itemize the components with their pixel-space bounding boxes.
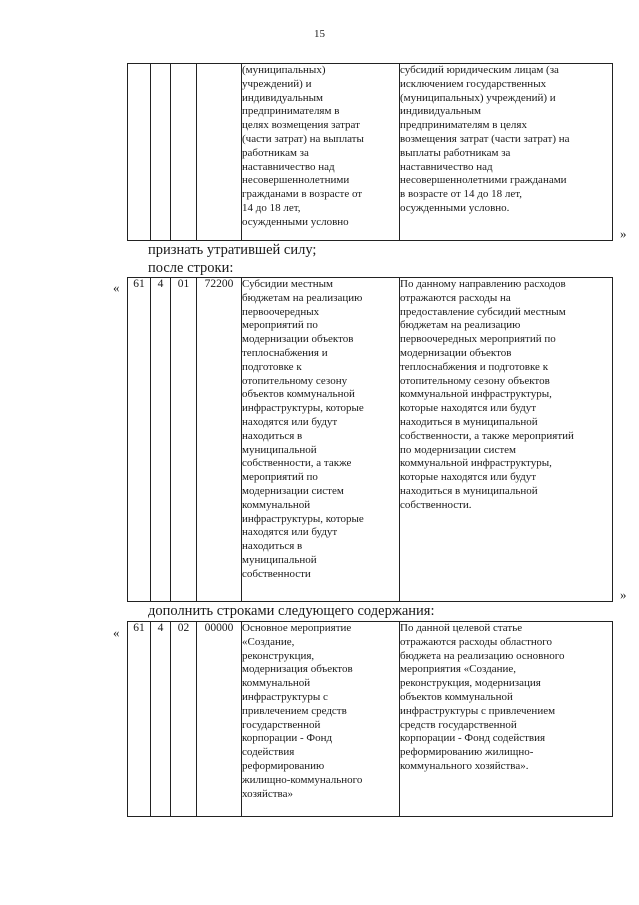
code-col-4: 72200 — [197, 278, 242, 602]
code-col-2: 4 — [151, 278, 171, 602]
page-number: 15 — [314, 28, 325, 40]
instruction-after-row: после строки: — [148, 260, 234, 276]
description-text: По данному направлению расходов отражаются расходы на предоставление субсидий местным бюджетам на реализацию первоочередных мероприятий по модернизации объектов теплоснабжения и подготовке к отопительному сезону объектов коммунальной инфраструктуры, которые находятся или будут находиться в муниципальной собственности, а также мероприятий по модернизации систем коммунальной инфраструктуры, которые находятся или будут находиться в муниципальной собственности. — [400, 278, 574, 511]
table-fragment-3 — [127, 621, 613, 817]
table-fragment-1 — [127, 63, 613, 241]
code-col-1 — [128, 64, 151, 241]
name-cell — [242, 622, 400, 817]
opening-quote-3: « — [113, 625, 120, 640]
description-cell — [400, 278, 613, 602]
name-text: Основное мероприятие «Создание, реконструкция, модернизация объектов коммунальной инфраструктуры с привлечением средств государственной корпорации - Фонд содействия реформированию жилищно-коммунального хозяйства» — [242, 622, 363, 800]
code-col-1: 61 — [128, 622, 151, 817]
closing-quote-1: » — [620, 226, 627, 241]
description-cell — [400, 622, 613, 817]
table-row — [128, 278, 613, 602]
name-text: Субсидии местным бюджетам на реализацию первоочередных мероприятий по модернизации объектов теплоснабжения и подготовке к отопительному сезону объектов коммунальной инфраструктуры, которые находятся или будут находиться в муниципальной собственности, а также мероприятий по модернизации систем коммунальной инфраструктуры, которые находятся или будут находиться в муниципальной собственности — [242, 278, 364, 580]
code-col-4: 00000 — [197, 622, 242, 817]
code-col-2 — [151, 64, 171, 241]
name-text: (муниципальных) учреждений) и индивидуальным предпринимателям в целях возмещения затрат (части затрат) на выплаты работникам за наставничество над несовершеннолетними гражданами в возрасте от 14 до 18 лет, осужденными условно — [242, 64, 364, 228]
closing-quote-2: » — [620, 587, 627, 602]
opening-quote-2: « — [113, 280, 120, 295]
code-col-4 — [197, 64, 242, 241]
code-col-3: 01 — [171, 278, 197, 602]
name-cell — [242, 278, 400, 602]
description-text: По данной целевой статье отражаются расходы областного бюджета на реализацию основного мероприятия «Создание, реконструкция, модернизация объектов коммунальной инфраструктуры с привлечением средств государственной корпорации - Фонд содействия реформированию жилищно- коммунального хозяйства». — [400, 622, 565, 772]
instruction-repeal: признать утратившей силу; — [148, 242, 317, 258]
code-col-1: 61 — [128, 278, 151, 602]
code-col-3: 02 — [171, 622, 197, 817]
table-fragment-2 — [127, 277, 613, 602]
name-cell — [242, 64, 400, 241]
description-cell — [400, 64, 613, 241]
description-text: субсидий юридическим лицам (за исключением государственных (муниципальных) учреждений) и индивидуальным предпринимателям в целях возмещения затрат (части затрат) на выплаты работникам за наставничество над несовершеннолетними гражданами в возрасте от 14 до 18 лет, осужденными условно. — [400, 64, 570, 214]
instruction-add-rows: дополнить строками следующего содержания: — [148, 603, 435, 619]
code-col-2: 4 — [151, 622, 171, 817]
code-col-3 — [171, 64, 197, 241]
table-row — [128, 64, 613, 241]
table-row — [128, 622, 613, 817]
